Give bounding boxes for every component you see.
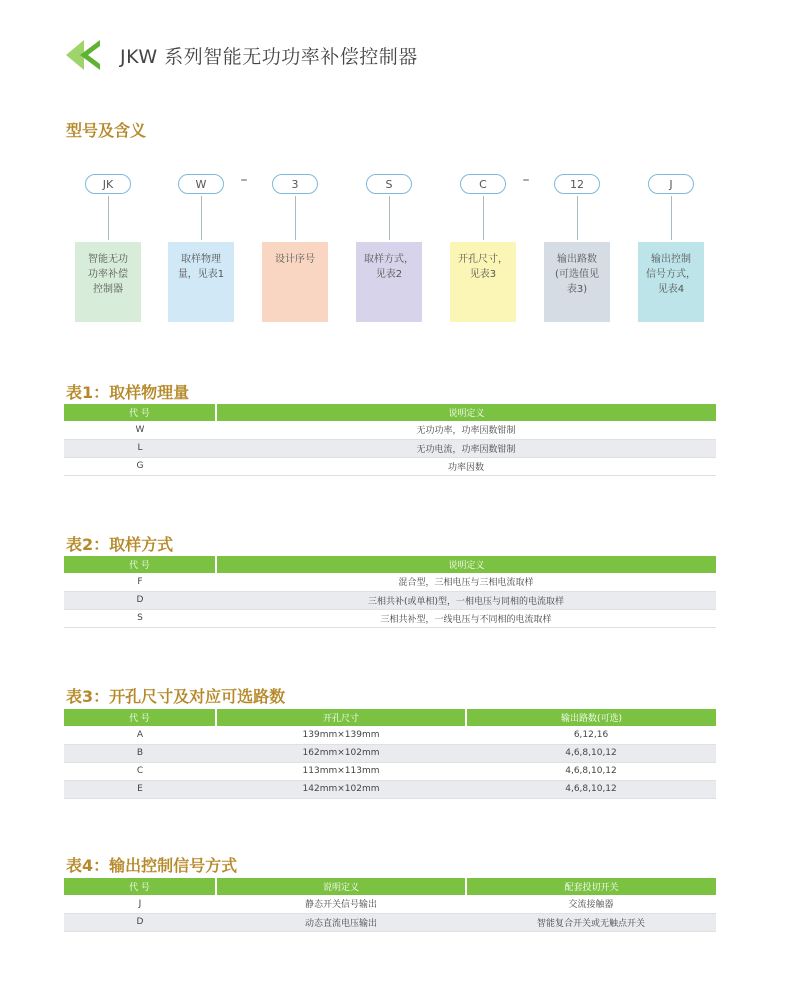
table4-header-switch: 配套投切开关 <box>466 878 716 895</box>
code-pill-12: 12 <box>554 174 600 194</box>
code-pill-3: 3 <box>272 174 318 194</box>
page-header <box>64 38 418 72</box>
connector-line <box>577 196 578 240</box>
table3-title: 表3：开孔尺寸及对应可选路数 <box>66 687 286 706</box>
table-row: F 混合型，三相电压与三相电流取样 <box>64 573 716 591</box>
table4-title: 表4：输出控制信号方式 <box>66 856 238 875</box>
table-row: L 无功电流，功率因数钳制 <box>64 439 716 457</box>
table-row: D 三相共补(或单相)型，一相电压与同相的电流取样 <box>64 591 716 609</box>
table-row: W 无功功率，功率因数钳制 <box>64 421 716 439</box>
description-box-controller: 智能无功 功率补偿 控制器 <box>75 242 141 322</box>
table4 <box>64 878 716 932</box>
model-code-diagram <box>60 170 740 330</box>
double-chevron-logo-icon <box>64 38 106 72</box>
description-box-cutout-size: 开孔尺寸， 见表3 <box>450 242 516 322</box>
code-pill-j: J <box>648 174 694 194</box>
code-pill-jk: JK <box>85 174 131 194</box>
code-pill-w: W <box>178 174 224 194</box>
connector-line <box>671 196 672 240</box>
table1-title: 表1：取样物理量 <box>66 383 190 402</box>
connector-line <box>108 196 109 240</box>
table2-title: 表2：取样方式 <box>66 535 174 554</box>
code-pill-c: C <box>460 174 506 194</box>
table4-header-code: 代 号 <box>64 878 216 895</box>
description-box-output-signal: 输出控制 信号方式， 见表4 <box>638 242 704 322</box>
connector-line <box>483 196 484 240</box>
description-box-sampling-quantity: 取样物理 量，见表1 <box>168 242 234 322</box>
table1 <box>64 404 716 476</box>
table-row: G 功率因数 <box>64 457 716 475</box>
connector-line <box>295 196 296 240</box>
table3-header-cutout: 开孔尺寸 <box>216 709 466 726</box>
description-box-design-number: 设计序号 <box>262 242 328 322</box>
connector-line <box>389 196 390 240</box>
description-box-sampling-method: 取样方式， 见表2 <box>356 242 422 322</box>
table-row: B 162mm×102mm 4,6,8,10,12 <box>64 744 716 762</box>
table-row: S 三相共补型，一线电压与不同相的电流取样 <box>64 609 716 627</box>
table-row: C 113mm×113mm 4,6,8,10,12 <box>64 762 716 780</box>
table-row: J 静态开关信号输出 交流接触器 <box>64 895 716 913</box>
table-row: E 142mm×102mm 4,6,8,10,12 <box>64 780 716 798</box>
code-pill-s: S <box>366 174 412 194</box>
table-row: A 139mm×139mm 6,12,16 <box>64 726 716 744</box>
model-section-title: 型号及含义 <box>66 121 147 140</box>
table2-header-description: 说明定义 <box>216 556 716 573</box>
table1-header-code: 代 号 <box>64 404 216 421</box>
table1-header-description: 说明定义 <box>216 404 716 421</box>
table3 <box>64 709 716 799</box>
description-box-output-channels: 输出路数 (可选值见 表3) <box>544 242 610 322</box>
table2 <box>64 556 716 628</box>
connector-line <box>201 196 202 240</box>
page-title: JKW 系列智能无功功率补偿控制器 <box>120 45 418 68</box>
code-separator: – <box>240 172 248 188</box>
table4-header-description: 说明定义 <box>216 878 466 895</box>
table-row: D 动态直流电压输出 智能复合开关或无触点开关 <box>64 913 716 931</box>
table3-header-code: 代 号 <box>64 709 216 726</box>
table3-header-channels: 输出路数(可选) <box>466 709 716 726</box>
table2-header-code: 代 号 <box>64 556 216 573</box>
code-separator: – <box>522 172 530 188</box>
